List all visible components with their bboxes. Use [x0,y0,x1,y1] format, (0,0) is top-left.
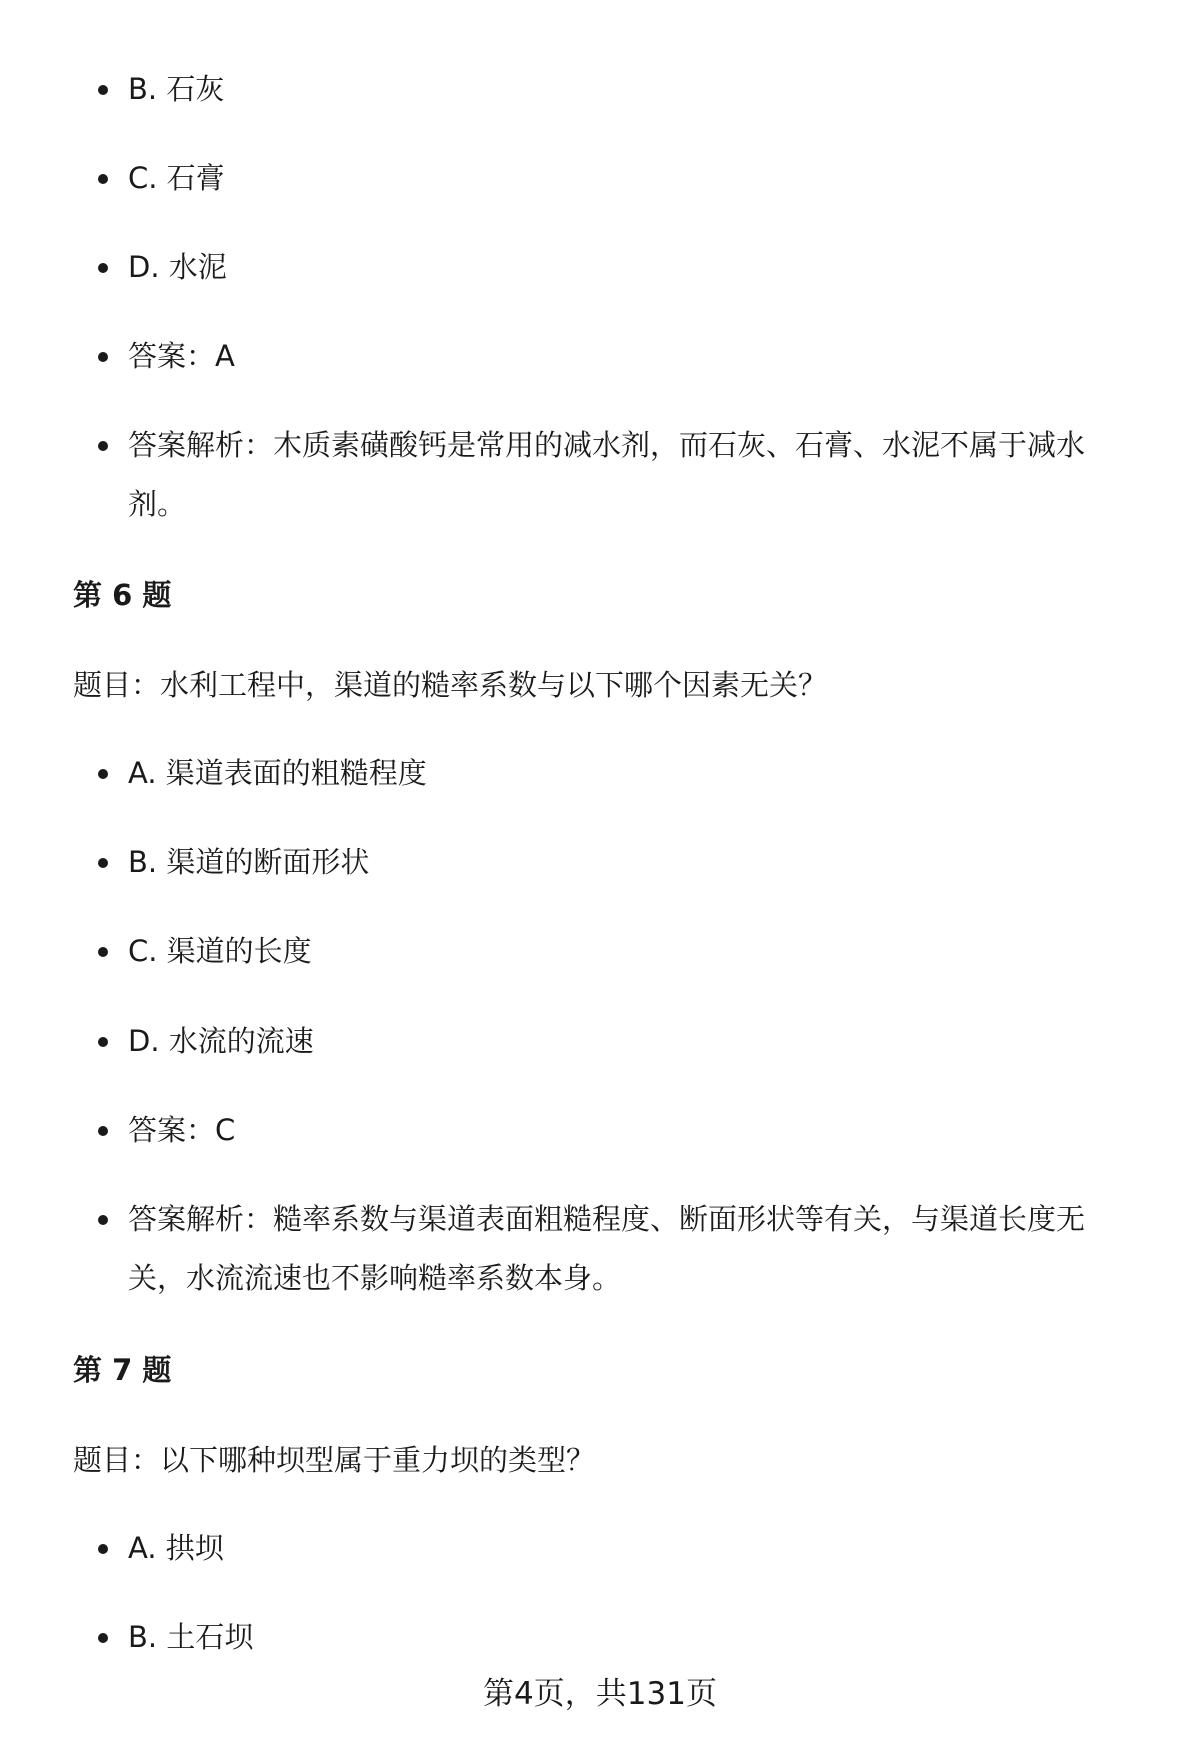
option-text: A. 渠道表面的粗糙程度 [128,756,427,790]
bullet-icon [98,352,108,362]
question-text: 题目：水利工程中，渠道的糙率系数与以下哪个因素无关？ [73,668,828,702]
option-text: C. 渠道的长度 [128,934,312,968]
list-item [128,922,1118,981]
question-heading: 第 7 题 [73,1353,172,1387]
list-item [128,327,1118,386]
bullet-icon [98,441,108,451]
list-item [128,1190,1118,1308]
answer-text: 答案：C [128,1113,236,1147]
list-item [128,238,1118,297]
bullet-icon [98,858,108,868]
list-item [128,1012,1118,1071]
explanation-text: 答案解析：糙率系数与渠道表面粗糙程度、断面形状等有关，与渠道长度无关，水流流速也不影响糙率系数本身。 [128,1202,1086,1295]
list-item [128,833,1118,892]
list-item [128,1608,1118,1667]
bullet-icon [98,1126,108,1136]
option-text: B. 渠道的断面形状 [128,845,370,879]
bullet-icon [98,263,108,273]
option-text: C. 石膏 [128,161,225,195]
bullet-icon [98,85,108,95]
bullet-icon [98,174,108,184]
page-number: 第4页，共131页 [483,1676,717,1712]
list-item [128,60,1118,119]
list-item [128,1519,1118,1578]
bullet-icon [98,1633,108,1643]
bullet-icon [98,1544,108,1554]
option-text: D. 水流的流速 [128,1024,314,1058]
list-item [128,1101,1118,1160]
option-text: D. 水泥 [128,250,227,284]
bullet-icon [98,1215,108,1225]
bullet-icon [98,769,108,779]
list-item [128,744,1118,803]
option-text: B. 石灰 [128,72,225,106]
question-heading: 第 6 题 [73,578,172,612]
option-text: B. 土石坝 [128,1620,254,1654]
list-item [128,149,1118,208]
list-item [128,416,1118,534]
bullet-icon [98,1037,108,1047]
bullet-icon [98,947,108,957]
answer-text: 答案：A [128,339,235,373]
option-text: A. 拱坝 [128,1531,224,1565]
question-text: 题目：以下哪种坝型属于重力坝的类型？ [73,1443,596,1477]
explanation-text: 答案解析：木质素磺酸钙是常用的减水剂，而石灰、石膏、水泥不属于减水剂。 [128,428,1086,521]
